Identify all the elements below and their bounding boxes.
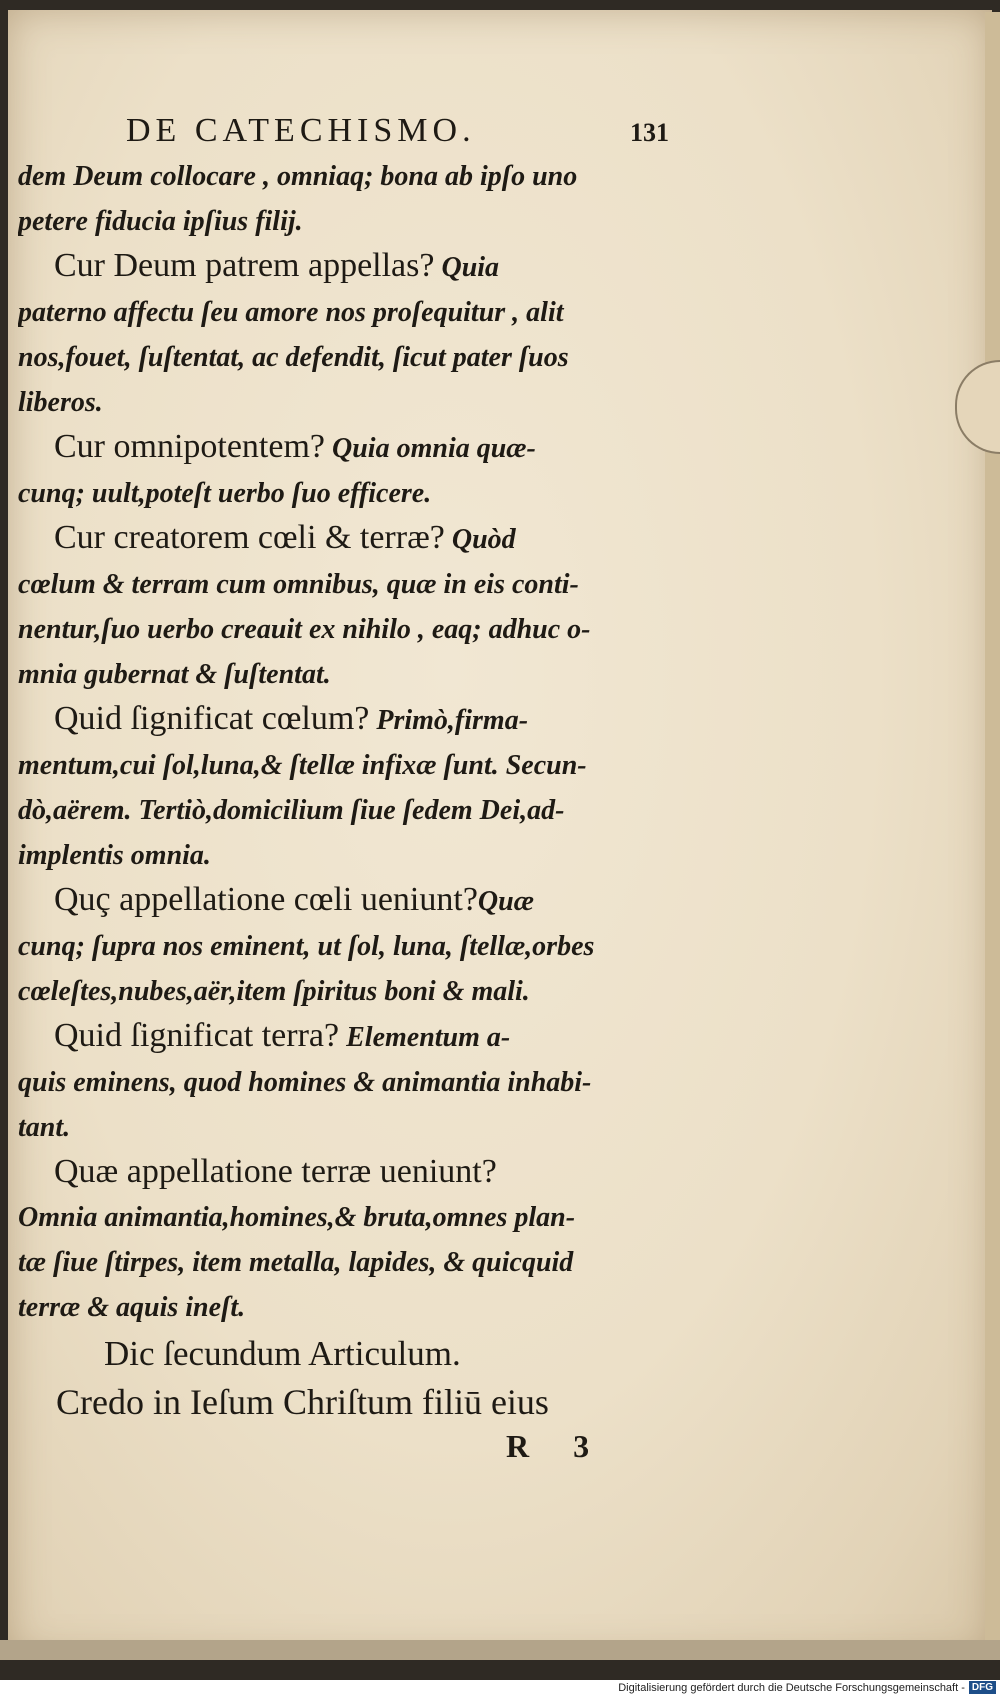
answer-text: Quia [434, 252, 500, 283]
answer-text: mentum,cui ſol,luna,& ſtellæ infixæ ſunt. Secun- [18, 750, 587, 781]
folio-number: 131 [630, 118, 669, 147]
text-line [18, 743, 673, 788]
signature-mark: R 3 [506, 1428, 608, 1464]
answer-text: quis eminens, quod homines & animantia inhabi- [18, 1067, 592, 1098]
question-text: Cur omnipotentem? [54, 428, 326, 465]
page-text [18, 112, 673, 1466]
answer-text: dò,aërem. Tertiò,domicilium ſiue ſedem Dei,ad- [18, 795, 565, 826]
text-line [18, 1195, 673, 1240]
text-line [18, 471, 673, 516]
text-line [18, 1285, 673, 1330]
text-line [18, 1060, 673, 1105]
question-text: Cur creatorem cœli & terræ? [54, 519, 445, 556]
question-text: Quid ſignificat cœlum? [54, 700, 370, 737]
text-line [18, 1150, 673, 1195]
answer-text: nos,fouet, ſuſtentat, ac defendit, ſicut pater ſuos [18, 342, 569, 373]
text-line [18, 878, 673, 924]
question-text: Cur Deum patrem appellas? [54, 247, 435, 284]
answer-text: Primò,firma- [369, 705, 529, 736]
answer-text: cœleſtes,nubes,aër,item ſpiritus boni & mali. [18, 976, 530, 1007]
text-line [18, 833, 673, 878]
text-line [18, 290, 673, 335]
page-header [18, 112, 673, 154]
question-text: Quæ appellatione terræ ueniunt? [54, 1153, 497, 1190]
text-line [18, 516, 673, 562]
answer-text: petere fiducia ipſius filij. [18, 206, 303, 237]
answer-text: tant. [18, 1112, 71, 1143]
digitization-credit [618, 1681, 996, 1694]
answer-text: Elementum a- [339, 1022, 511, 1053]
text-line [18, 244, 673, 290]
text-line [18, 788, 673, 833]
text-lines [18, 154, 673, 1330]
dfg-logo: DFG [969, 1681, 996, 1694]
answer-text: mnia gubernat & ſuſtentat. [18, 659, 331, 690]
answer-text: Quia omnia quæ- [325, 433, 536, 464]
text-line [18, 154, 673, 199]
text-line [18, 1240, 673, 1285]
answer-text: liberos. [18, 387, 103, 418]
page-edge [985, 12, 1000, 1642]
text-line [18, 380, 673, 425]
answer-text: terræ & aquis ineſt. [18, 1292, 246, 1323]
text-line [18, 607, 673, 652]
text-line [18, 1105, 673, 1150]
answer-text: implentis omnia. [18, 840, 211, 871]
scan-bottom-band [0, 1640, 1000, 1660]
text-line [18, 425, 673, 471]
answer-text: Quòd [444, 524, 516, 555]
answer-text: cunq; uult,poteſt uerbo ſuo efficere. [18, 478, 432, 509]
question-text: Quç appellatione cœli ueniunt? [54, 881, 478, 918]
answer-text: paterno affectu ſeu amore nos proſequitur , alit [18, 297, 564, 328]
running-head: DE CATECHISMO. [126, 112, 476, 149]
answer-text: dem Deum collocare , omniaq; bona ab ipſo uno [18, 161, 578, 192]
text-line [18, 652, 673, 697]
text-line [18, 969, 673, 1014]
answer-text: Omnia animantia,homines,& bruta,omnes plan- [18, 1202, 576, 1233]
question-text: Quid ſignificat terra? [54, 1017, 340, 1054]
answer-text: cunq; ſupra nos eminent, ut ſol, luna, ſtellæ,orbes [18, 931, 595, 962]
answer-text: cœlum & terram cum omnibus, quæ in eis conti- [18, 569, 579, 600]
answer-text: nentur,ſuo uerbo creauit ex nihilo , eaq; adhuc o- [18, 614, 591, 645]
credit-text: Digitalisierung gefördert durch die Deutsche Forschungsgemeinschaft - [618, 1681, 965, 1694]
section-heading: Dic ſecundum Articulum. [104, 1334, 461, 1373]
text-line [18, 1014, 673, 1060]
answer-text: Quæ [477, 886, 534, 917]
text-line [18, 924, 673, 969]
text-line [18, 562, 673, 607]
answer-text: tæ ſiue ſtirpes, item metalla, lapides, & quicquid [18, 1247, 574, 1278]
text-line [18, 697, 673, 743]
credo-line: Credo in Ieſum Chriſtum filiū eius [56, 1382, 549, 1422]
text-line [18, 199, 673, 244]
text-line [18, 335, 673, 380]
